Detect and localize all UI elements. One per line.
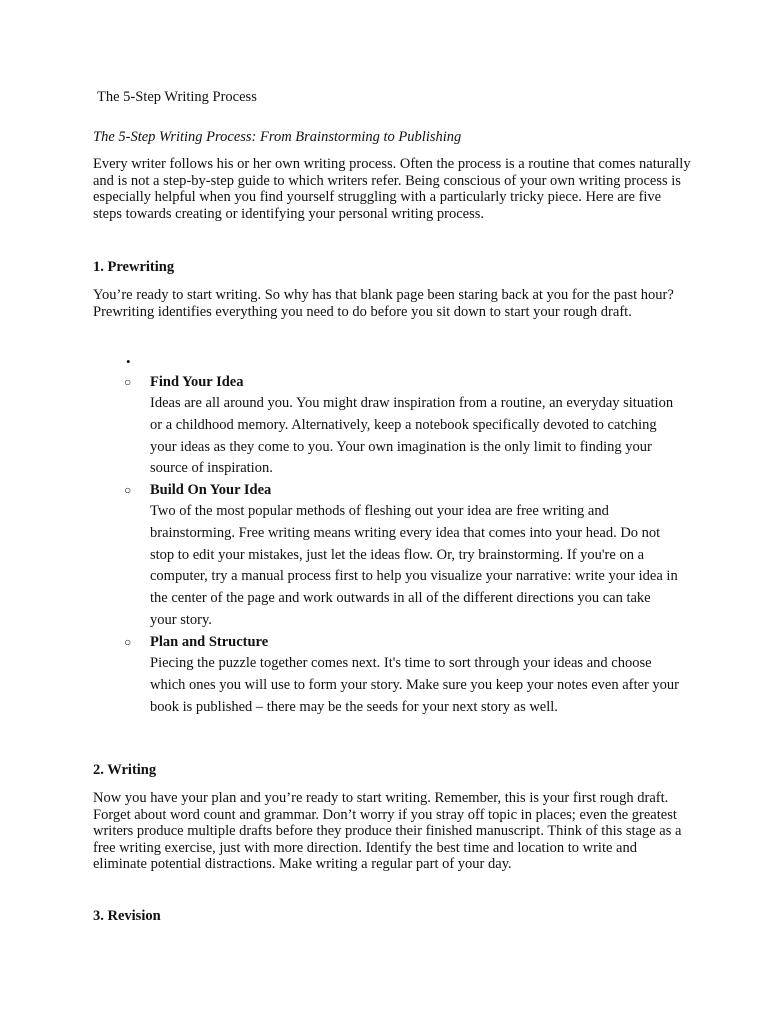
sub-item-body: Ideas are all around you. You might draw inspiration from a routine, an everyday situation or a childhood memory. Alternatively, keep a notebook specifically devoted to catching your ideas as they come to you. Your own imagination is the only limit to finding your source of inspiration. — [150, 395, 674, 477]
document-subtitle: The 5-Step Writing Process: From Brainstorming to Publishing — [93, 129, 462, 145]
sub-item-title: Find Your Idea — [150, 374, 244, 390]
document-title: The 5-Step Writing Process — [97, 89, 257, 105]
circle-bullet-icon: ○ — [124, 375, 132, 389]
section-heading-revision: 3. Revision — [93, 908, 161, 924]
intro-paragraph: Every writer follows his or her own writing process. Often the process is a routine that comes naturally and is not a step-by-step guide to which writers refer. Being conscious of your own writing process is especially helpful when you find yourself struggling with a particularly tricky piece. Here are five steps towards creating or identifying your personal writing process. — [93, 156, 691, 222]
sub-item-body: Piecing the puzzle together comes next. It's time to sort through your ideas and choose which ones you will use to form your story. Make sure you keep your notes even after your book is published – there may be the seeds for your next story as well. — [150, 655, 679, 715]
prewriting-paragraph: You’re ready to start writing. So why has that blank page been staring back at you for the past hour? Prewriting identifies everything you need to do before you sit down to start your rough draft. — [93, 287, 674, 320]
section-heading-prewriting: 1. Prewriting — [93, 259, 175, 275]
writing-paragraph: Now you have your plan and you’re ready to start writing. Remember, this is your first rough draft. Forget about word count and grammar. Don’t worry if you stray off topic in places; even the greatest writers produce multiple drafts before they produce their finished manuscript. Think of this stage as a free writing exercise, just with more direction. Identify the best time and location to write and eliminate potential distractions. Make writing a regular part of your day. — [93, 790, 682, 873]
circle-bullet-icon: ○ — [124, 635, 132, 649]
bullet-dot-icon: • — [126, 354, 131, 369]
sub-item-title: Plan and Structure — [150, 634, 269, 650]
circle-bullet-icon: ○ — [124, 483, 132, 497]
sub-item-body: Two of the most popular methods of fleshing out your idea are free writing and brainstorming. Free writing means writing every idea that comes into your head. Do not stop to edit your mistakes, just let the ideas flow. Or, try brainstorming. If you're on a computer, try a manual process first to help you visualize your narrative: write your idea in the center of the page and work outwards in all of the different directions you can take your story. — [150, 503, 678, 628]
sub-item-title: Build On Your Idea — [150, 482, 272, 498]
section-heading-writing: 2. Writing — [93, 762, 157, 778]
